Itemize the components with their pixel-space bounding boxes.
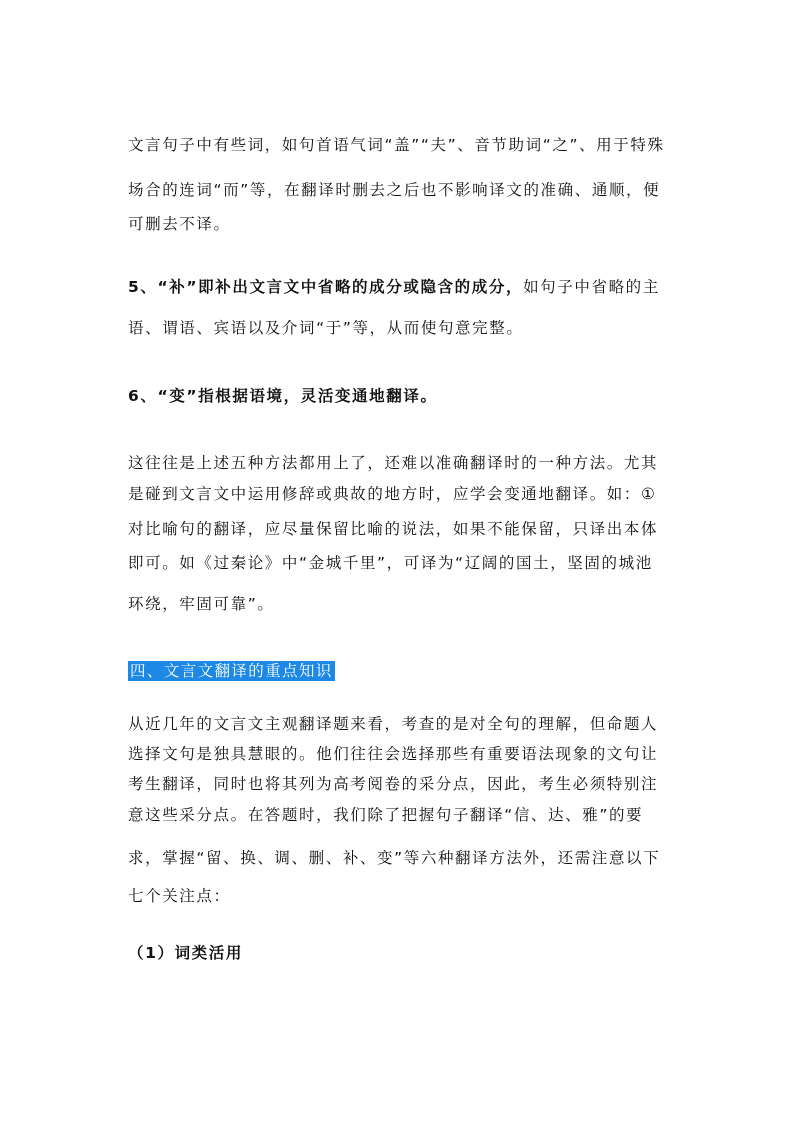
text-span: 如句子中省略的主: [523, 278, 660, 296]
text-line: 场合的连词“而”等，在翻译时删去之后也不影响译文的准确、通顺，便: [128, 181, 661, 199]
highlighted-heading: 四、文言文翻译的重点知识: [130, 662, 333, 680]
text-line: 这往往是上述五种方法都用上了，还难以准确翻译时的一种方法。尤其: [128, 454, 659, 472]
section-heading: [128, 661, 335, 681]
bold-text: 5、“补”即补出文言文中省略的成分或隐含的成分，: [128, 278, 524, 296]
text-line: 对比喻句的翻译，应尽量保留比喻的说法，如果不能保留，只译出本体: [128, 520, 659, 538]
text-line: 选择文句是独具慧眼的。他们往往会选择那些有重要语法现象的文句让: [128, 745, 659, 763]
text-line: 文言句子中有些词，如句首语气词“盖”“夫”、音节助词“之”、用于特殊: [128, 136, 665, 154]
text-line: [128, 277, 660, 297]
section-title-6: 6、“变”指根据语境，灵活变通地翻译。: [128, 387, 438, 405]
text-line: 七个关注点：: [128, 887, 231, 905]
text-line: 语、谓语、宾语以及介词“于”等，从而使句意完整。: [128, 319, 524, 337]
text-line: 可删去不译。: [128, 215, 231, 233]
text-line: 意这些采分点。在答题时，我们除了把握句子翻译“信、达、雅”的要: [128, 806, 644, 824]
text-line: 从近几年的文言文主观翻译题来看，考查的是对全句的理解，但命题人: [128, 715, 659, 733]
text-line: 即可。如《过秦论》中“金城千里”，可译为“辽阔的国土，坚固的城池: [128, 554, 653, 572]
text-line: 环绕，牢固可靠”。: [128, 595, 275, 613]
text-line: 是碰到文言文中运用修辞或典故的地方时，应学会变通地翻译。如：①: [128, 485, 657, 503]
subheading: （1）词类活用: [128, 944, 243, 962]
text-line: 求，掌握“留、换、调、删、补、变”等六种翻译方法外，还需注意以下: [128, 849, 661, 867]
text-line: 考生翻译，同时也将其列为高考阅卷的采分点，因此，考生必须特别注: [128, 775, 659, 793]
